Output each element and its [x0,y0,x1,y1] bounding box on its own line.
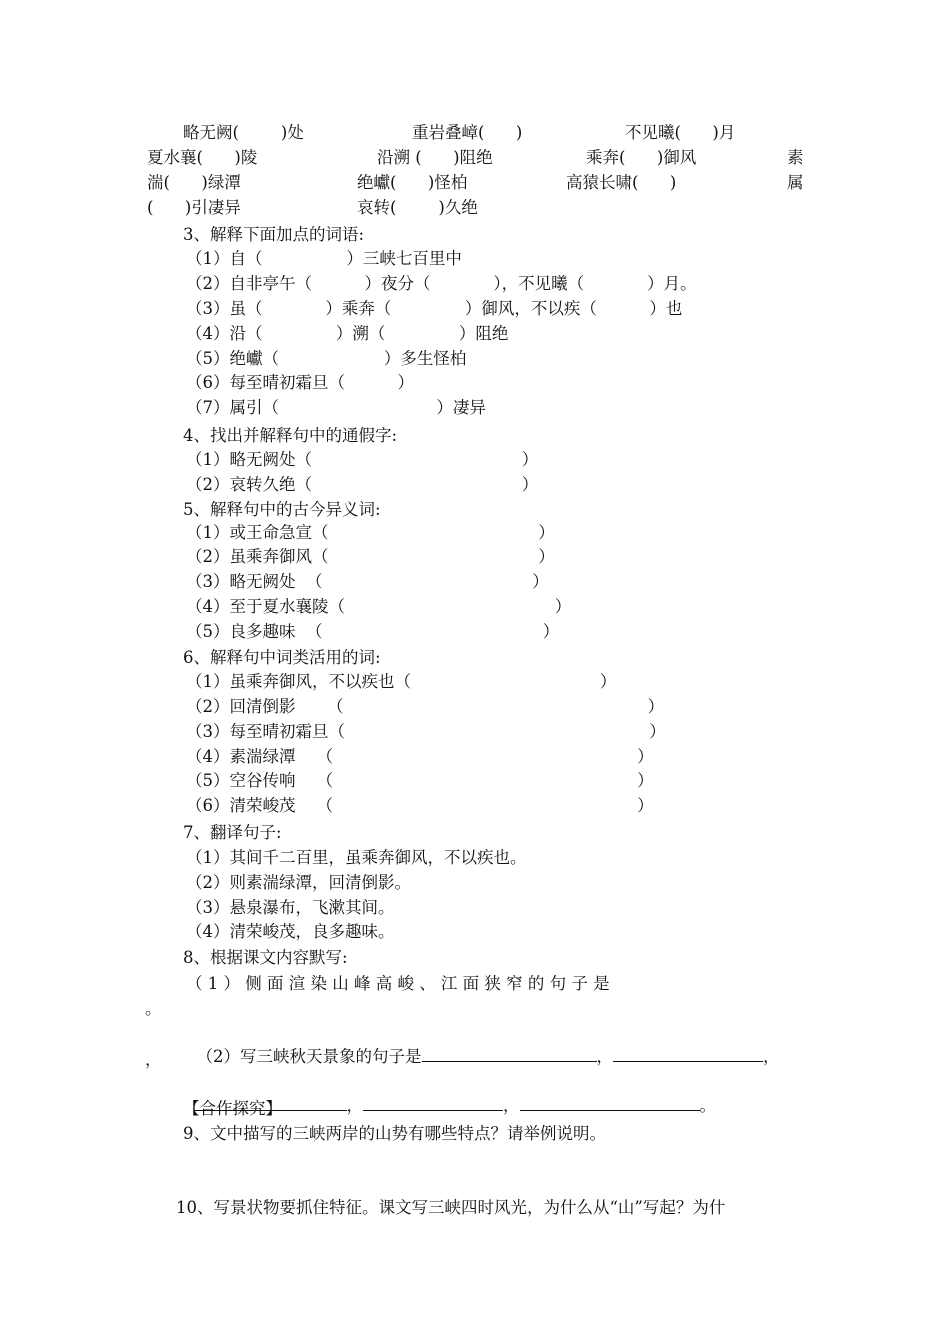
vocab-item: 沿溯 ( )阻绝 [377,148,493,167]
question-item: （3）悬泉瀑布，飞漱其间。 [186,898,395,917]
answer-blank[interactable] [613,1046,763,1062]
question-item: （6）清荣峻茂 （ ） [186,796,654,815]
punctuation: ， [145,1050,162,1069]
question-title: 10、写景状物要抓住特征。课文写三峡四时风光，为什么从“山”写起？为什 [176,1198,726,1217]
vocab-item: 素 [787,148,804,167]
question-item: （2）回清倒影 （ ） [186,697,665,716]
question-title: 6、解释句中词类活用的词: [183,648,381,667]
question-item: （2）哀转久绝（ ） [186,475,539,494]
answer-blank[interactable] [363,1095,503,1111]
question-title: 7、翻译句子: [183,823,282,842]
question-item: （1）其间千二百里，虽乘奔御风，不以疾也。 [186,848,527,867]
vocab-item: 重岩叠嶂( ) [412,123,523,142]
vocab-item: 高猿长啸( ) [566,173,677,192]
question-item: （1）自（ ）三峡七百里中 [186,249,462,268]
question-title: 4、找出并解释句中的通假字: [183,426,398,445]
question-item: （5）良多趣味 （ ） [186,622,560,641]
question-item: （3）每至晴初霜旦（ ） [186,722,666,741]
question-title: 5、解释句中的古今异义词: [183,500,381,519]
question-item: （2）则素湍绿潭，回清倒影。 [186,873,411,892]
question-item: （5）绝巘（ ）多生怪柏 [186,349,467,368]
question-item [186,1026,780,1067]
punctuation: ， [346,1096,363,1115]
vocab-item: 属 [787,173,804,192]
question-title: 3、解释下面加点的词语: [183,225,365,244]
question-item: （1）虽乘奔御风，不以疾也（ ） [186,672,617,691]
question-item: （2）自非亭午（ ）夜分（ ），不见曦（ ）月。 [186,274,697,293]
vocab-item: 哀转( )久绝 [357,198,478,217]
question-item: （4）清荣峻茂，良多趣味。 [186,922,395,941]
punctuation: 。 [145,999,162,1018]
question-item: （ 1 ） 侧 面 渲 染 山 峰 高 峻 、 江 面 狭 窄 的 句 子 是 [186,974,610,993]
question-item: （1）或王命急宣（ ） [186,523,555,542]
vocab-item: 夏水襄( )陵 [147,148,258,167]
question-item: （4）沿（ ）溯（ ）阻绝 [186,324,509,343]
vocab-item: 乘奔( )御风 [586,148,697,167]
section-title: 【合作探究】 [183,1099,282,1118]
question-item: （2）虽乘奔御风（ ） [186,547,555,566]
question-item: （6）每至晴初霜旦（ ） [186,373,414,392]
punctuation: ， [596,1047,613,1066]
vocab-item: 绝巘( )怪柏 [357,173,468,192]
question-item: （4）至于夏水襄陵（ ） [186,597,572,616]
punctuation: 。 [699,1096,716,1115]
question-title: 9、文中描写的三峡两岸的山势有哪些特点？请举例说明。 [183,1124,606,1143]
question-text: （2）写三峡秋天景象的句子是 [196,1047,422,1066]
vocab-item: 湍( )绿潭 [147,173,241,192]
vocab-item: 略无阙( )处 [183,123,304,142]
punctuation: ， [763,1047,780,1066]
vocab-item: 不见曦( )月 [625,123,736,142]
question-item: （3）略无阙处 （ ） [186,572,549,591]
question-title: 8、根据课文内容默写: [183,948,348,967]
question-item: （7）属引（ ）凄异 [186,398,486,417]
punctuation: ， [503,1096,520,1115]
question-item: （1）略无阙处（ ） [186,450,539,469]
question-item: （3）虽（ ）乘奔（ ）御风，不以疾（ ）也 [186,299,683,318]
answer-blank[interactable] [422,1046,597,1062]
question-item: （4）素湍绿潭 （ ） [186,747,654,766]
answer-blank[interactable] [520,1095,700,1111]
question-item: （5）空谷传响 （ ） [186,771,654,790]
vocab-item: ( )引凄异 [147,198,241,217]
